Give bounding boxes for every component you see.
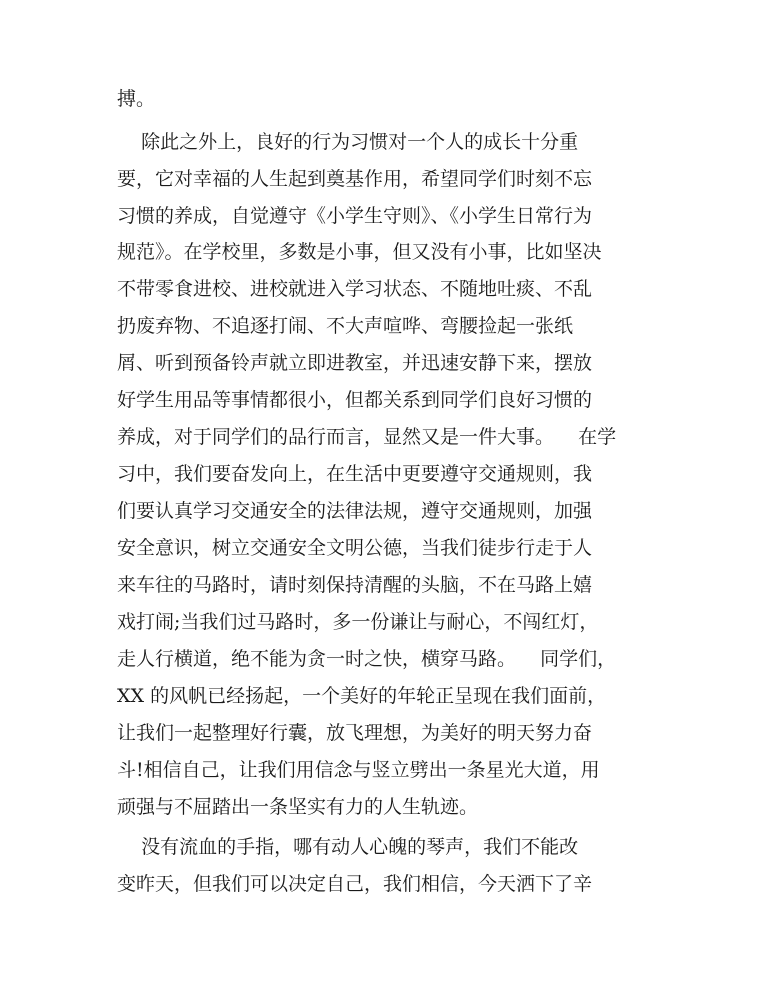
text-line: 没有流血的手指，哪有动人心魄的琴声，我们不能改 [117, 836, 579, 858]
text-line: XX 的风帆已经扬起，一个美好的年轮正呈现在我们面前， [117, 685, 607, 707]
text-line: 搏。 [117, 88, 156, 110]
text-line: 走人行横道，绝不能为贪一时之快，横穿马路。 同学们， [117, 648, 617, 670]
text-line: 们要认真学习交通安全的法律法规，遵守交通规则，加强 [117, 500, 593, 522]
text-line: 好学生用品等事情都很小，但都关系到同学们良好习惯的 [117, 389, 593, 411]
text-line: 顽强与不屈踏出一条坚实有力的人生轨迹。 [117, 796, 479, 818]
text-line: 不带零食进校、进校就进入学习状态、不随地吐痰、不乱 [117, 278, 593, 300]
text-line: 变昨天，但我们可以决定自己，我们相信，今天洒下了辛 [117, 873, 593, 895]
text-line: 养成，对于同学们的品行而言，显然又是一件大事。 在学 [117, 426, 617, 448]
text-line: 安全意识，树立交通安全文明公德，当我们徒步行走于人 [117, 537, 593, 559]
text-line: 戏打闹;当我们过马路时，多一份谦让与耐心，不闯红灯， [117, 611, 599, 633]
text-line: 屑、听到预备铃声就立即进教室，并迅速安静下来，摆放 [117, 352, 593, 374]
text-line: 要，它对幸福的人生起到奠基作用，希望同学们时刻不忘 [117, 168, 593, 190]
text-line: 斗!相信自己，让我们用信念与竖立劈出一条星光大道，用 [117, 759, 600, 781]
text-line: 习中，我们要奋发向上，在生活中更要遵守交通规则，我 [117, 463, 593, 485]
text-line: 扔废弃物、不追逐打闹、不大声喧哗、弯腰捡起一张纸 [117, 315, 574, 337]
text-line: 规范》。在学校里，多数是小事，但又没有小事，比如坚决 [117, 241, 602, 263]
text-line: 除此之外上，良好的行为习惯对一个人的成长十分重 [117, 131, 579, 153]
text-line: 习惯的养成，自觉遵守《小学生守则》、《小学生日常行为 [117, 205, 593, 227]
text-line: 让我们一起整理好行囊，放飞理想，为美好的明天努力奋 [117, 722, 593, 744]
text-line: 来车往的马路时，请时刻保持清醒的头脑，不在马路上嬉 [117, 574, 593, 596]
